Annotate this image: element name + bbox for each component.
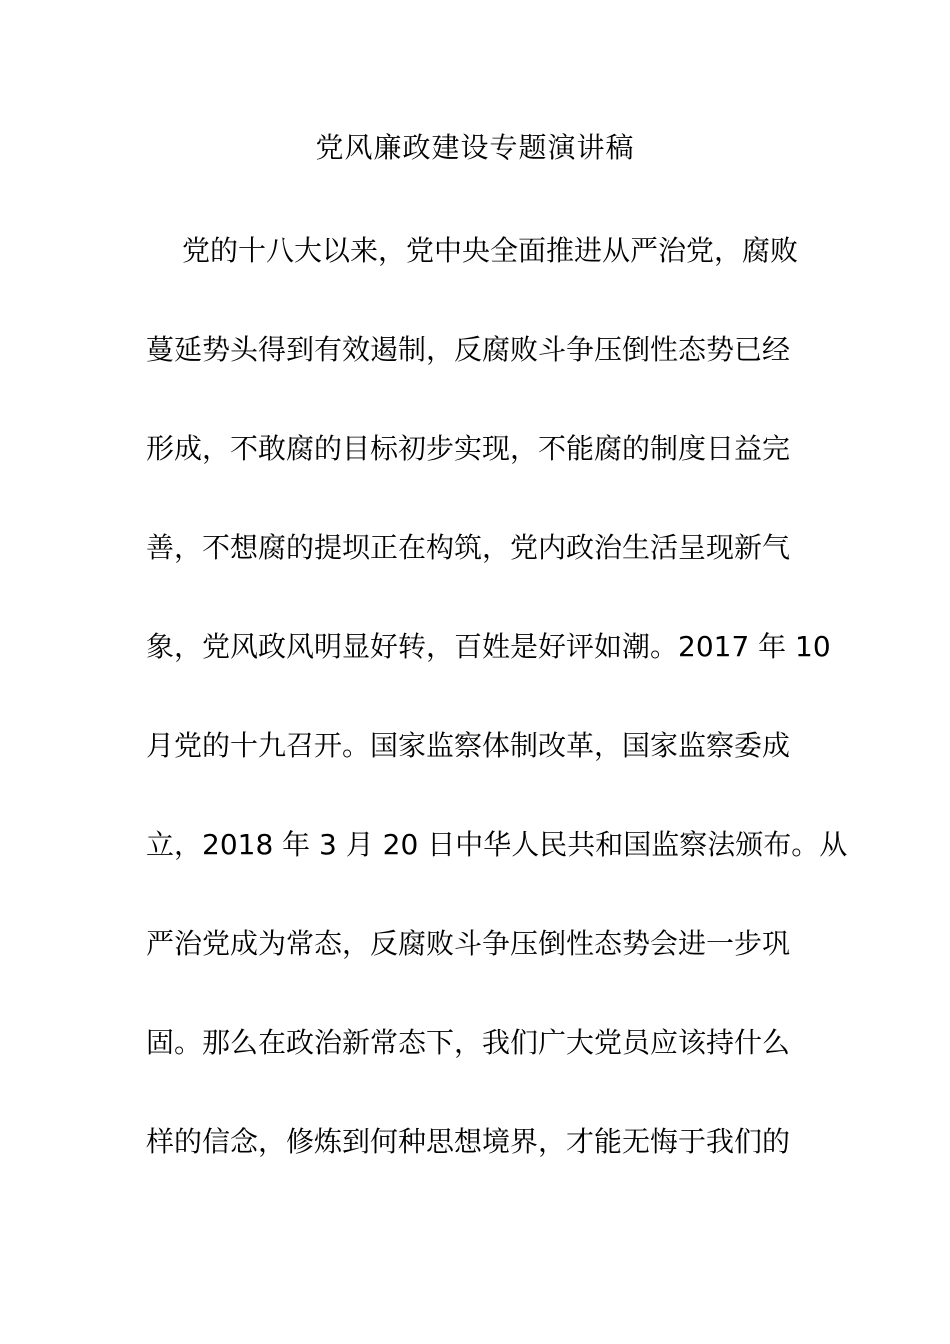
paragraph-line: 蔓延势头得到有效遏制，反腐败斗争压倒性态势已经 <box>146 333 791 366</box>
paragraph-line: 形成，不敢腐的目标初步实现，不能腐的制度日益完 <box>146 432 791 465</box>
body-paragraph <box>146 226 848 1216</box>
paragraph-line: 象，党风政风明显好转，百姓是好评如潮。2017 年 10 <box>146 630 831 663</box>
paragraph-line: 严治党成为常态，反腐败斗争压倒性态势会进一步巩 <box>146 927 791 960</box>
paragraph-line: 立，2018 年 3 月 20 日中华人民共和国监察法颁布。从 <box>146 828 848 861</box>
paragraph-line: 党的十八大以来，党中央全面推进从严治党，腐败 <box>182 234 799 267</box>
paragraph-line: 固。那么在政治新常态下，我们广大党员应该持什么 <box>146 1026 791 1059</box>
page-title: 党风廉政建设专题演讲稿 <box>315 131 635 164</box>
paragraph-line: 样的信念，修炼到何种思想境界，才能无悔于我们的 <box>146 1125 791 1158</box>
paragraph-line: 月党的十九召开。国家监察体制改革，国家监察委成 <box>146 729 791 762</box>
paragraph-line: 善，不想腐的提坝正在构筑，党内政治生活呈现新气 <box>146 531 791 564</box>
